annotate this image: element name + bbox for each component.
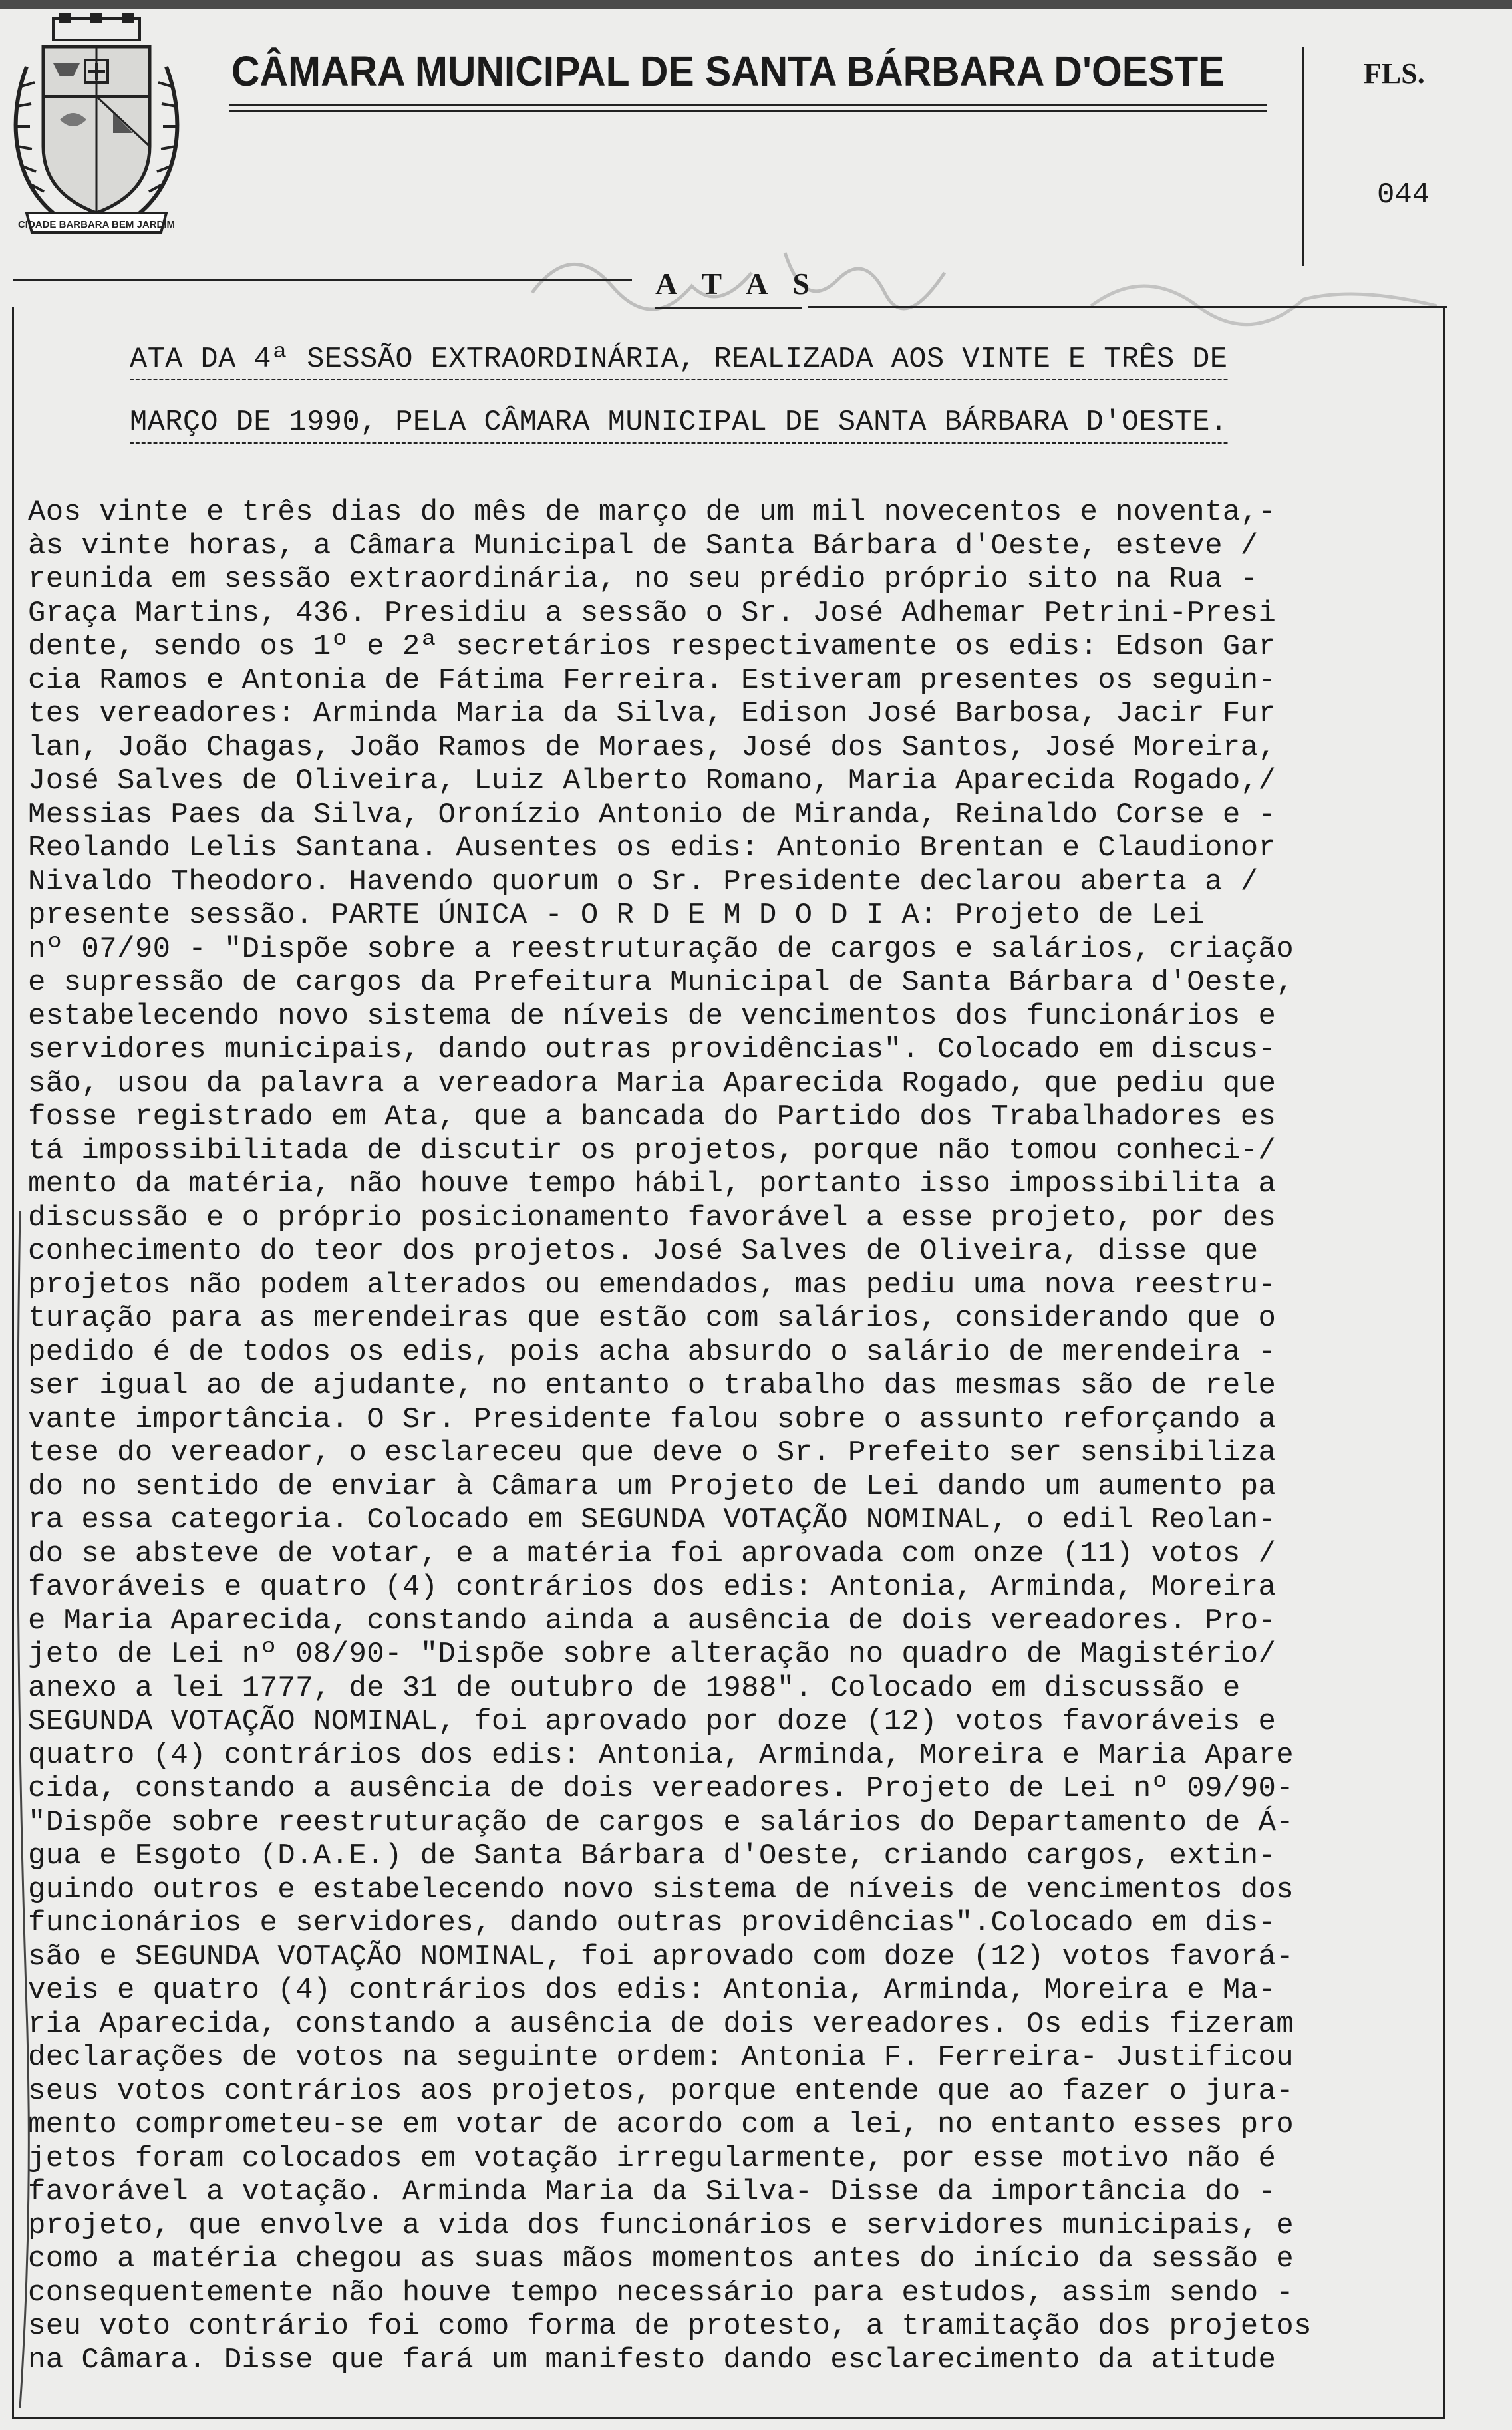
minutes-line: jeto de Lei nº 08/90- "Dispõe sobre alteração no quadro de Magistério/: [28, 1638, 1277, 1671]
minutes-line: como a matéria chegou as suas mãos momentos antes do início da sessão e: [28, 2242, 1294, 2276]
minutes-body: [28, 496, 1438, 2377]
seal-ribbon-text: CIDADE BARBARA BEM JARDIM: [17, 219, 176, 230]
minutes-line: às vinte horas, a Câmara Municipal de Santa Bárbara d'Oeste, esteve /: [28, 529, 1259, 563]
minute-title-line-2: MARÇO DE 1990, PELA CÂMARA MUNICIPAL DE SANTA BÁRBARA D'OESTE.: [130, 406, 1380, 439]
section-heading: A T A S: [655, 267, 819, 301]
minutes-line: e Maria Aparecida, constando ainda a ausência de dois vereadores. Pro-: [28, 1604, 1277, 1638]
minutes-line: Reolando Lelis Santana. Ausentes os edis: Antonio Brentan e Claudionor: [28, 832, 1277, 865]
minutes-line: "Dispõe sobre reestruturação de cargos e salários do Departamento de Á-: [28, 1805, 1294, 1839]
folio-label: FLS.: [1364, 57, 1425, 90]
header-rule: [229, 104, 1267, 106]
minutes-line: presente sessão. PARTE ÚNICA - O R D E M D O D I A: Projeto de Lei: [28, 899, 1205, 932]
minutes-line: fosse registrado em Ata, que a bancada do Partido dos Trabalhadores es: [28, 1100, 1277, 1134]
minutes-line: projetos não podem alterados ou emendados, mas pediu uma nova reestru-: [28, 1268, 1277, 1302]
minutes-line: lan, João Chagas, João Ramos de Moraes, José dos Santos, José Moreira,: [28, 730, 1277, 764]
minutes-line: na Câmara. Disse que fará um manifesto dando esclarecimento da atitude: [28, 2343, 1277, 2377]
minutes-line: discussão e o próprio posicionamento favorável a esse projeto, por des: [28, 1201, 1277, 1235]
minutes-line: tá impossibilitada de discutir os projetos, porque não tomou conheci-/: [28, 1134, 1277, 1167]
minutes-line: guindo outros e estabelecendo novo sistema de níveis de vencimentos dos: [28, 1873, 1294, 1906]
minutes-line: do se absteve de votar, e a matéria foi aprovada com onze (11) votos /: [28, 1537, 1277, 1571]
minutes-line: cida, constando a ausência de dois vereadores. Projeto de Lei nº 09/90-: [28, 1772, 1294, 1805]
minutes-line: consequentemente não houve tempo necessário para estudos, assim sendo -: [28, 2276, 1294, 2310]
minutes-line: e supressão de cargos da Prefeitura Municipal de Santa Bárbara d'Oeste,: [28, 966, 1294, 999]
minutes-line: mento da matéria, não houve tempo hábil, portanto isso impossibilita a: [28, 1167, 1277, 1201]
minutes-line: favoráveis e quatro (4) contrários dos edis: Antonia, Arminda, Moreira: [28, 1571, 1277, 1604]
minutes-line: tese do vereador, o esclareceu que deve o Sr. Prefeito ser sensibiliza: [28, 1436, 1277, 1469]
minutes-line: jetos foram colocados em votação irregularmente, por esse motivo não é: [28, 2141, 1277, 2175]
minutes-line: Nivaldo Theodoro. Havendo quorum o Sr. Presidente declarou aberta a /: [28, 865, 1259, 899]
minutes-line: seu voto contrário foi como forma de protesto, a tramitação dos projetos: [28, 2310, 1312, 2343]
minutes-line: projeto, que envolve a vida dos funcionários e servidores municipais, e: [28, 2208, 1294, 2242]
minutes-line: do no sentido de enviar à Câmara um Projeto de Lei dando um aumento pa: [28, 1469, 1277, 1503]
minutes-line: Messias Paes da Silva, Oronízio Antonio de Miranda, Reinaldo Corse e -: [28, 798, 1277, 832]
minutes-line: são, usou da palavra a vereadora Maria Aparecida Rogado, que pediu que: [28, 1066, 1277, 1100]
minutes-line: são e SEGUNDA VOTAÇÃO NOMINAL, foi aprovado com doze (12) votos favorá-: [28, 1940, 1294, 1974]
minutes-line: cia Ramos e Antonia de Fátima Ferreira. Estiveram presentes os seguin-: [28, 663, 1277, 697]
minute-title-line-1: ATA DA 4ª SESSÃO EXTRAORDINÁRIA, REALIZADA AOS VINTE E TRÊS DE: [130, 343, 1380, 376]
minutes-line: José Salves de Oliveira, Luiz Alberto Romano, Maria Aparecida Rogado,/: [28, 764, 1277, 798]
minutes-line: pedido é de todos os edis, pois acha absurdo o salário de merendeira -: [28, 1335, 1277, 1369]
minutes-line: conhecimento do teor dos projetos. José Salves de Oliveira, disse que: [28, 1235, 1259, 1268]
minutes-line: tes vereadores: Arminda Maria da Silva, Edison José Barbosa, Jacir Fur: [28, 697, 1277, 730]
minutes-line: estabelecendo novo sistema de níveis de vencimentos dos funcionários e: [28, 999, 1277, 1033]
minutes-line: favorável a votação. Arminda Maria da Silva- Disse da importância do -: [28, 2175, 1277, 2208]
page-title: CÂMARA MUNICIPAL DE SANTA BÁRBARA D'OESTE: [231, 47, 1225, 95]
minutes-line: anexo a lei 1777, de 31 de outubro de 1988". Colocado em discussão e: [28, 1671, 1241, 1705]
header-rule-thin: [229, 110, 1267, 112]
minutes-line: SEGUNDA VOTAÇÃO NOMINAL, foi aprovado por doze (12) votos favoráveis e: [28, 1705, 1277, 1738]
minutes-line: ra essa categoria. Colocado em SEGUNDA VOTAÇÃO NOMINAL, o edil Reolan-: [28, 1503, 1277, 1537]
minutes-line: Aos vinte e três dias do mês de março de um mil novecentos e noventa,-: [28, 496, 1277, 529]
heading-rule-left: [13, 279, 632, 281]
minutes-line: ria Aparecida, constando a ausência de dois vereadores. Os edis fizeram: [28, 2007, 1294, 2041]
minutes-line: ser igual ao de ajudante, no entanto o trabalho das mesmas são de rele: [28, 1369, 1277, 1402]
minutes-line: quatro (4) contrários dos edis: Antonia, Arminda, Moreira e Maria Apare: [28, 1738, 1294, 1772]
minutes-line: dente, sendo os 1º e 2ª secretários respectivamente os edis: Edson Gar: [28, 630, 1277, 663]
minutes-line: mento comprometeu-se em votar de acordo com a lei, no entanto esses pro: [28, 2108, 1294, 2141]
minutes-line: reunida em sessão extraordinária, no seu prédio próprio sito na Rua -: [28, 563, 1259, 596]
minutes-line: Graça Martins, 436. Presidiu a sessão o Sr. José Adhemar Petrini-Presi: [28, 596, 1277, 630]
minutes-line: veis e quatro (4) contrários dos edis: Antonia, Arminda, Moreira e Ma-: [28, 1974, 1277, 2007]
minutes-line: gua e Esgoto (D.A.E.) de Santa Bárbara d'Oeste, criando cargos, extin-: [28, 1839, 1277, 1873]
minutes-line: nº 07/90 - "Dispõe sobre a reestruturação de cargos e salários, criação: [28, 932, 1294, 966]
minutes-line: seus votos contrários aos projetos, porque entende que ao fazer o jura-: [28, 2074, 1294, 2108]
margin-pen-stroke: [0, 1211, 47, 2408]
minutes-line: funcionários e servidores, dando outras providências".Colocado em dis-: [28, 1906, 1277, 1940]
scan-top-edge: [0, 0, 1512, 9]
minutes-line: servidores municipais, dando outras providências". Colocado em discus-: [28, 1033, 1277, 1066]
minutes-line: turação para as merendeiras que estão com salários, considerando que o: [28, 1302, 1277, 1335]
folio-number: 044: [1377, 178, 1430, 212]
minutes-line: vante importância. O Sr. Presidente falou sobre o assunto reforçando a: [28, 1402, 1277, 1436]
minutes-line: declarações de votos na seguinte ordem: Antonia F. Ferreira- Justificou: [28, 2041, 1294, 2074]
municipal-seal-icon: [7, 13, 186, 239]
